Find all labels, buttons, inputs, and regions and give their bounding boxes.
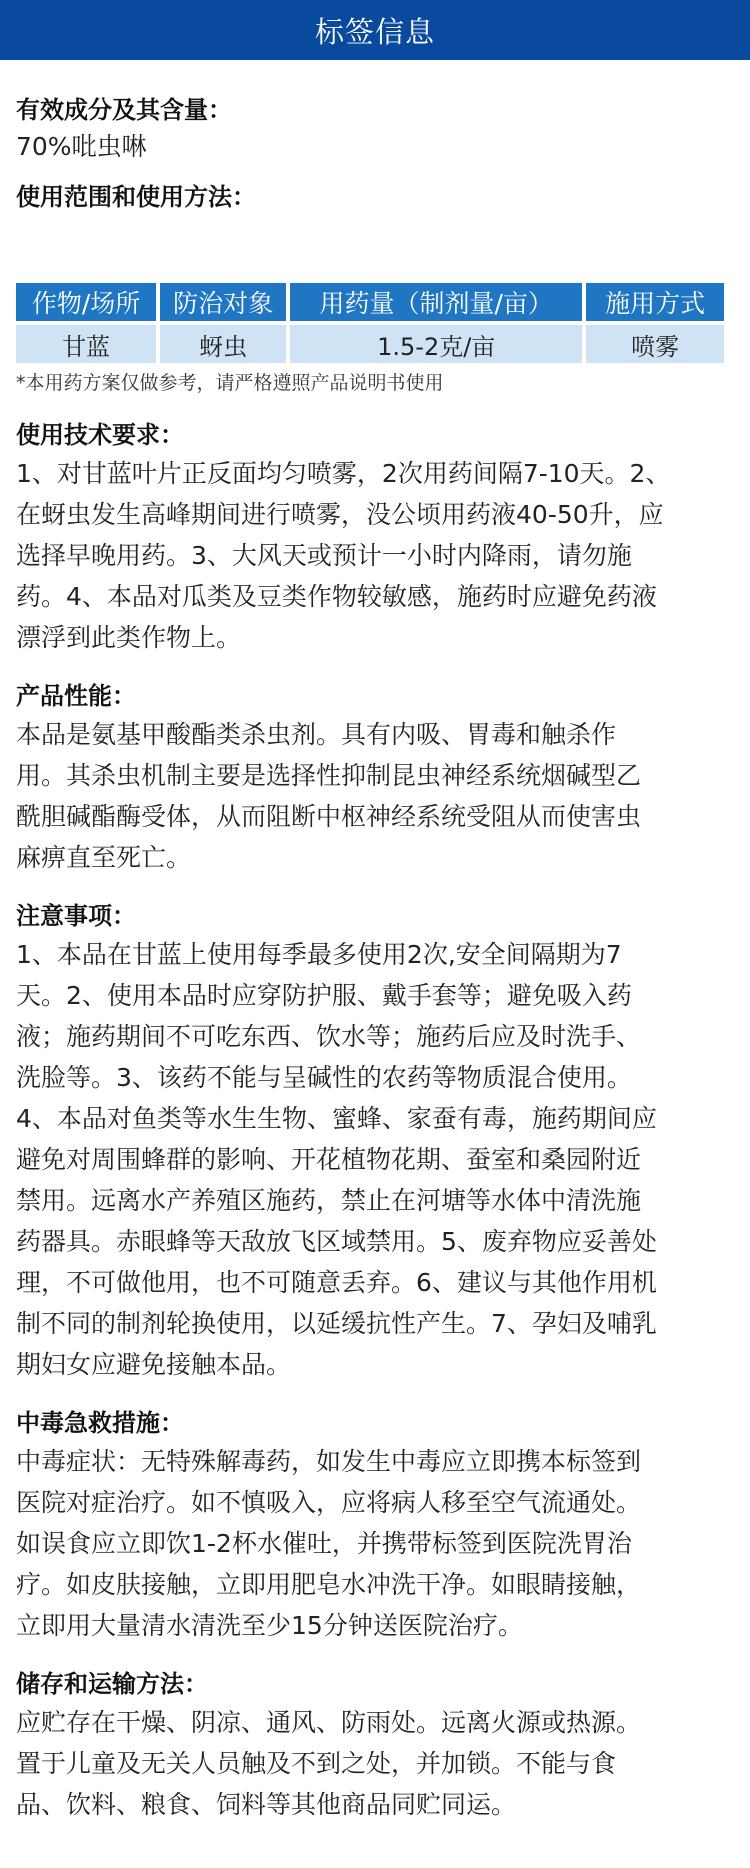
text-line: 避免对周围蜂群的影响、开花植物花期、蚕室和桑园附近 [16, 1145, 642, 1174]
col-header-target: 防治对象 [160, 283, 286, 321]
text-line: 天。2、使用本品时应穿防护服、戴手套等；避免吸入药 [16, 981, 632, 1010]
text-line: 用。其杀虫机制主要是选择性抑制昆虫神经系统烟碱型乙 [16, 761, 642, 790]
text-line: 漂浮到此类作物上。 [16, 623, 242, 652]
text-line: 应贮存在干燥、阴凉、通风、防雨处。远离火源或热源。 [16, 1708, 642, 1737]
text-line: 品、饮料、粮食、饲料等其他商品同贮同运。 [16, 1790, 517, 1819]
text-line: 洗脸等。3、该药不能与呈碱性的农药等物质混合使用。 [16, 1063, 632, 1092]
dose-note: *本用药方案仅做参考，请严格遵照产品说明书使用 [16, 372, 444, 394]
text-line: 立即用大量清水清洗至少15分钟送医院治疗。 [16, 1611, 523, 1640]
storage-section [16, 1668, 734, 1825]
text-line: 1、对甘蓝叶片正反面均匀喷雾，2次用药间隔7-10天。2、 [16, 459, 671, 488]
dose-table-header [16, 283, 724, 321]
text-line: 1、本品在甘蓝上使用每季最多使用2次,安全间隔期为7 [16, 940, 622, 969]
usage-section [16, 181, 734, 213]
text-line: 置于儿童及无关人员触及不到之处，并加锁。不能与食 [16, 1749, 617, 1778]
table-row [16, 325, 724, 363]
text-line: 禁用。远离水产养殖区施药，禁止在河塘等水体中清洗施 [16, 1186, 642, 1215]
text-line: 理，不可做他用，也不可随意丢弃。6、建议与其他作用机 [16, 1268, 657, 1297]
text-line: 期妇女应避免接触本品。 [16, 1350, 292, 1379]
storage-label: 储存和运输方法： [16, 1670, 208, 1698]
text-line: 酰胆碱酯酶受体，从而阻断中枢神经系统受阻从而使害虫 [16, 802, 642, 831]
text-line: 本品是氨基甲酸酯类杀虫剂。具有内吸、胃毒和触杀作 [16, 720, 617, 749]
text-line: 药。4、本品对瓜类及豆类作物较敏感，施药时应避免药液 [16, 582, 657, 611]
page-title: 标签信息 [314, 14, 435, 49]
text-line: 4、本品对鱼类等水生生物、蜜蜂、家蚕有毒，施药期间应 [16, 1104, 657, 1133]
tech-section [16, 419, 734, 658]
text-line: 医院对症治疗。如不慎吸入，应将病人移至空气流通处。 [16, 1488, 642, 1517]
header-bar [0, 0, 750, 60]
storage-text [16, 1702, 734, 1825]
col-header-crop: 作物/场所 [16, 283, 156, 321]
dose-table [12, 279, 728, 367]
caution-section [16, 900, 734, 1385]
performance-label: 产品性能： [16, 682, 136, 710]
col-header-method: 施用方式 [586, 283, 724, 321]
cell-target: 蚜虫 [160, 325, 286, 363]
text-line: 在蚜虫发生高峰期间进行喷雾，没公顷用药液40-50升，应 [16, 500, 664, 529]
col-header-dosage: 用药量（制剂量/亩） [290, 283, 582, 321]
text-line: 药器具。赤眼蜂等天敌放飞区域禁用。5、废弃物应妥善处 [16, 1227, 657, 1256]
label-content [0, 94, 750, 1825]
cell-dosage: 1.5-2克/亩 [290, 325, 582, 363]
text-line: 选择早晚用药。3、大风天或预计一小时内降雨，请勿施 [16, 541, 632, 570]
caution-label: 注意事项： [16, 902, 136, 930]
ingredient-section [16, 94, 734, 167]
text-line: 液；施药期间不可吃东西、饮水等；施药后应及时洗手、 [16, 1022, 642, 1051]
usage-label: 使用范围和使用方法： [16, 183, 256, 211]
ingredient-value: 70%吡虫啉 [16, 132, 147, 161]
caution-text [16, 934, 734, 1385]
cell-method: 喷雾 [586, 325, 724, 363]
text-line: 中毒症状：无特殊解毒药，如发生中毒应立即携本标签到 [16, 1447, 642, 1476]
tech-label: 使用技术要求： [16, 421, 184, 449]
firstaid-text [16, 1441, 734, 1646]
performance-section [16, 680, 734, 878]
text-line: 制不同的制剂轮换使用，以延缓抗性产生。7、孕妇及哺乳 [16, 1309, 657, 1338]
text-line: 如误食应立即饮1-2杯水催吐，并携带标签到医院洗胃治 [16, 1529, 632, 1558]
text-line: 疗。如皮肤接触，立即用肥皂水冲洗干净。如眼睛接触， [16, 1570, 642, 1599]
performance-text [16, 714, 734, 878]
text-line: 麻痹直至死亡。 [16, 843, 192, 872]
cell-crop: 甘蓝 [16, 325, 156, 363]
ingredient-label: 有效成分及其含量： [16, 96, 232, 124]
tech-text [16, 453, 734, 658]
firstaid-label: 中毒急救措施： [16, 1409, 184, 1437]
firstaid-section [16, 1407, 734, 1646]
